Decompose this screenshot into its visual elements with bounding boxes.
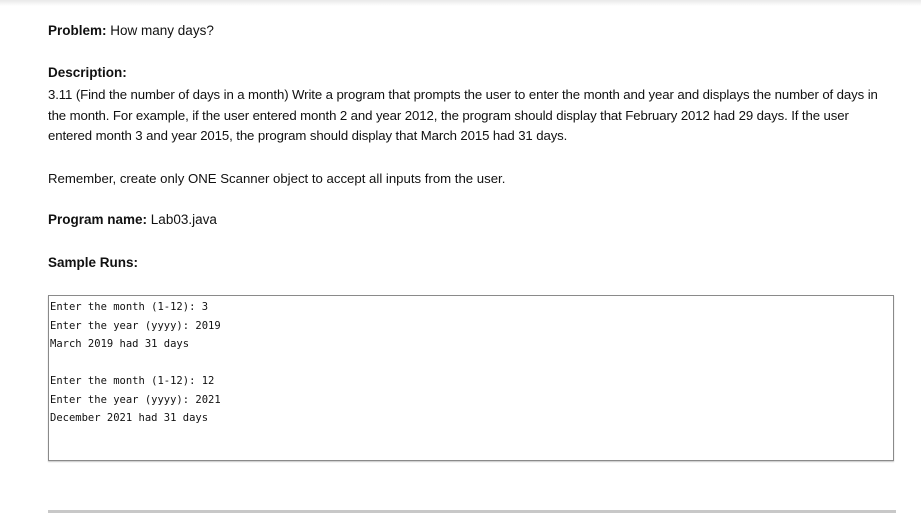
program-name-line [48,212,217,227]
sample-run-line: Enter the month (1-12): 3 [50,301,209,313]
scanner-reminder: Remember, create only ONE Scanner object to accept all inputs from the user. [48,171,506,186]
sample-runs-heading: Sample Runs: [48,255,139,270]
program-name-label: Program name: [48,212,148,227]
top-edge-shadow [0,0,921,6]
problem-line [48,23,214,38]
problem-title: How many days? [110,23,214,38]
sample-run-line: Enter the month (1-12): 12 [50,375,215,387]
sample-run-line: March 2019 had 31 days [50,338,190,350]
sample-run-line: December 2021 had 31 days [50,412,209,424]
sample-runs-box [48,295,894,461]
problem-label: Problem: [48,23,107,38]
sample-run-line: Enter the year (yyyy): 2021 [50,393,221,406]
program-file-name: Lab03.java [150,212,217,227]
bottom-divider [48,510,896,513]
description-body: 3.11 (Find the number of days in a month) Write a program that prompts the user to enter the month and year and displays the number of days in the month. For example, if the user entered month 2 and year 2012, the program should display that February 2012 had 29 days. If the user entered month 3 and year 2015, the program should display that March 2015 had 31 days. [48,87,878,143]
sample-run-line: Enter the year (yyyy): 2019 [50,319,221,332]
description-heading: Description: [48,65,127,80]
sample-run-separator [49,354,893,373]
